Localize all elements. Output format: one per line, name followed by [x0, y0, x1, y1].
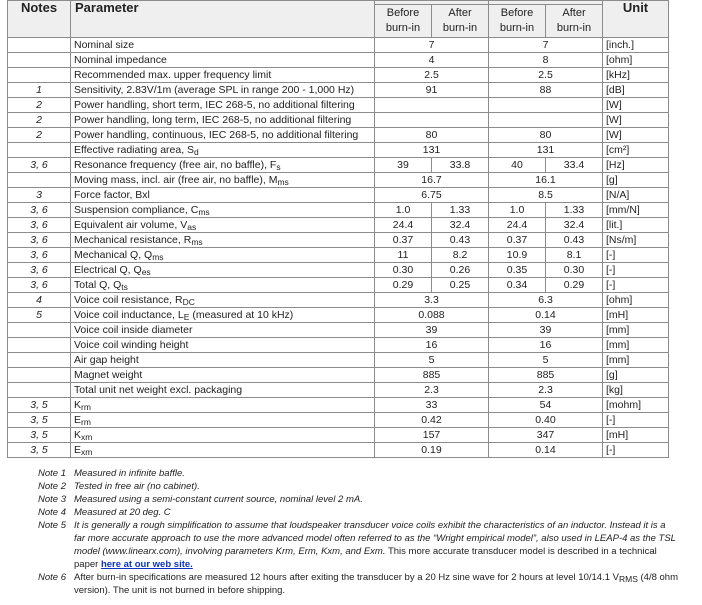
parameter-label: Power handling, continuous, IEC 268-5, no additional filtering	[74, 129, 359, 141]
row-unit: [Ns/m]	[603, 233, 669, 248]
value-8ohm: 131	[489, 143, 603, 158]
table-row	[8, 233, 669, 248]
row-note: 3, 6	[8, 158, 71, 173]
value-8ohm: 0.14	[489, 308, 603, 323]
footnote-upright-text: This more accurate transducer model is described in a technical paper	[74, 546, 657, 570]
parameter-subscript: as	[187, 222, 197, 232]
row-parameter	[71, 398, 375, 413]
value-4ohm: 0.088	[375, 308, 489, 323]
spec-table-body	[8, 38, 669, 458]
row-note: 5	[8, 308, 71, 323]
value-4ohm: 885	[375, 368, 489, 383]
row-parameter	[71, 413, 375, 428]
row-unit: [Hz]	[603, 158, 669, 173]
row-note: 3, 5	[8, 428, 71, 443]
row-parameter	[71, 53, 375, 68]
table-row	[8, 143, 669, 158]
value-4ohm	[375, 98, 489, 113]
value-8ohm-before: 1.0	[489, 203, 546, 218]
value-8ohm-before: 24.4	[489, 218, 546, 233]
parameter-label: Nominal impedance	[74, 54, 167, 66]
value-4ohm-after: 33.8	[432, 158, 489, 173]
value-4ohm: 16.7	[375, 173, 489, 188]
value-4ohm: 131	[375, 143, 489, 158]
row-unit: [-]	[603, 278, 669, 293]
row-note	[8, 143, 71, 158]
row-unit: [mm]	[603, 353, 669, 368]
value-4ohm-before: 11	[375, 248, 432, 263]
row-parameter	[71, 68, 375, 83]
footnote-label: Note 6	[38, 572, 66, 583]
header-unit: Unit	[603, 1, 669, 38]
table-row	[8, 293, 669, 308]
value-4ohm: 157	[375, 428, 489, 443]
row-parameter	[71, 218, 375, 233]
value-8ohm: 54	[489, 398, 603, 413]
parameter-label: Total Q, Q	[74, 279, 122, 291]
parameter-label: Suspension compliance, C	[74, 204, 199, 216]
value-8ohm-after: 0.43	[546, 233, 603, 248]
parameter-subscript: xm	[81, 432, 93, 442]
footnote-text: It is generally a rough simplification to assume that loudspeaker transducer voice coils exhibit the characteristics of an inductor. Instead it is a far more accurate approach to use the more advanced model often referred to as the “Wright empirical model”, also used in LEAP-4 as the TSL model (www.linearx.com), involving parameters Krm, Erm, Kxm, and Exm. This more accurate transducer model is described in a technical paper here at our web site.	[74, 520, 676, 570]
table-row	[8, 68, 669, 83]
footnote-text: Measured at 20 deg. C	[74, 507, 171, 518]
row-unit: [dB]	[603, 83, 669, 98]
row-note	[8, 173, 71, 188]
value-4ohm-before: 1.0	[375, 203, 432, 218]
row-note: 4	[8, 293, 71, 308]
row-note	[8, 68, 71, 83]
value-8ohm: 8.5	[489, 188, 603, 203]
row-unit: [W]	[603, 113, 669, 128]
row-unit: [mH]	[603, 308, 669, 323]
table-row	[8, 203, 669, 218]
footnote-4	[38, 506, 678, 519]
value-4ohm: 91	[375, 83, 489, 98]
footnote-label: Note 1	[38, 468, 66, 479]
row-unit: [mH]	[603, 428, 669, 443]
value-4ohm-after: 0.25	[432, 278, 489, 293]
row-parameter	[71, 263, 375, 278]
row-parameter	[71, 173, 375, 188]
value-4ohm-after: 8.2	[432, 248, 489, 263]
header-after-1: After burn-in	[432, 5, 489, 38]
row-unit: [mm]	[603, 323, 669, 338]
row-note: 3, 6	[8, 233, 71, 248]
parameter-label: Equivalent air volume, V	[74, 219, 188, 231]
value-4ohm: 6.75	[375, 188, 489, 203]
value-8ohm: 885	[489, 368, 603, 383]
footnote-6	[38, 571, 678, 597]
value-8ohm: 80	[489, 128, 603, 143]
value-4ohm: 33	[375, 398, 489, 413]
row-parameter	[71, 368, 375, 383]
row-unit: [-]	[603, 248, 669, 263]
parameter-subscript: ms	[277, 177, 289, 187]
row-parameter	[71, 353, 375, 368]
value-4ohm: 7	[375, 38, 489, 53]
value-8ohm: 5	[489, 353, 603, 368]
row-unit: [cm²]	[603, 143, 669, 158]
row-note	[8, 338, 71, 353]
parameter-subscript: d	[194, 147, 199, 157]
footnote-text: Measured using a semi-constant current source, nominal level 2 mA.	[74, 494, 363, 505]
row-unit: [-]	[603, 413, 669, 428]
value-4ohm: 4	[375, 53, 489, 68]
footnote-upright-text: After burn-in specifications are measured 12 hours after exiting the transducer by a 20 Hz sine wave for 2 hours at level 10/14.1 $V_{RMS}$ (4/8 ohm version). The unit is not burned in before shipping.	[74, 572, 678, 596]
parameter-subscript: rm	[81, 402, 91, 412]
footnote-2	[38, 480, 678, 493]
row-note: 2	[8, 113, 71, 128]
row-note: 3, 6	[8, 278, 71, 293]
parameter-label: Voice coil winding height	[74, 339, 189, 351]
row-parameter	[71, 443, 375, 458]
row-note: 3, 6	[8, 203, 71, 218]
value-4ohm: 80	[375, 128, 489, 143]
value-4ohm-after: 0.26	[432, 263, 489, 278]
row-note	[8, 323, 71, 338]
parameter-label: Sensitivity, 2.83V/1m (average SPL in range 200 - 1,000 Hz)	[74, 84, 355, 96]
row-unit: [g]	[603, 173, 669, 188]
value-4ohm-after: 32.4	[432, 218, 489, 233]
table-row	[8, 53, 669, 68]
value-4ohm-before: 24.4	[375, 218, 432, 233]
website-link[interactable]: here at our web site.	[100, 559, 193, 570]
value-8ohm	[489, 113, 603, 128]
value-4ohm: 39	[375, 323, 489, 338]
parameter-label: E	[74, 444, 82, 456]
footnote-label: Note 3	[38, 494, 66, 505]
value-8ohm: 16.1	[489, 173, 603, 188]
value-8ohm-after: 33.4	[546, 158, 603, 173]
table-row	[8, 308, 669, 323]
value-4ohm-before: 0.29	[375, 278, 432, 293]
row-unit: [kHz]	[603, 68, 669, 83]
footnote-text: Measured in infinite baffle.	[74, 468, 185, 479]
table-row	[8, 218, 669, 233]
table-row	[8, 338, 669, 353]
row-parameter	[71, 383, 375, 398]
header-before-1: Before burn-in	[375, 5, 432, 38]
value-4ohm-before: 39	[375, 158, 432, 173]
parameter-subscript: xm	[81, 447, 93, 457]
footnote-label: Note 5	[38, 520, 66, 531]
row-parameter	[71, 233, 375, 248]
table-row	[8, 263, 669, 278]
value-8ohm: 2.5	[489, 68, 603, 83]
value-8ohm: 8	[489, 53, 603, 68]
spec-table	[7, 0, 669, 458]
row-note	[8, 353, 71, 368]
table-row	[8, 38, 669, 53]
parameter-label: Mechanical Q, Q	[74, 249, 153, 261]
table-row	[8, 443, 669, 458]
value-4ohm: 16	[375, 338, 489, 353]
parameter-label: Moving mass, incl. air (free air, no baffle), M	[74, 174, 278, 186]
table-row	[8, 428, 669, 443]
parameter-label: Nominal size	[74, 39, 135, 51]
parameter-subscript: ms	[152, 252, 164, 262]
parameter-label: Recommended max. upper frequency limit	[74, 69, 272, 81]
parameter-label: Force factor, Bxl	[74, 189, 150, 201]
value-8ohm-after: 32.4	[546, 218, 603, 233]
row-parameter	[71, 143, 375, 158]
parameter-label: Voice coil resistance, R	[74, 294, 183, 306]
footnotes	[38, 467, 678, 597]
parameter-label: Electrical Q, Q	[74, 264, 142, 276]
parameter-label: Total unit net weight excl. packaging	[74, 384, 243, 396]
value-4ohm: 2.5	[375, 68, 489, 83]
parameter-subscript: s	[276, 162, 281, 172]
row-note: 3, 5	[8, 443, 71, 458]
table-row	[8, 368, 669, 383]
footnote-3	[38, 493, 678, 506]
table-row	[8, 83, 669, 98]
parameter-subscript: ms	[198, 207, 210, 217]
parameter-label: Voice coil inside diameter	[74, 324, 193, 336]
row-parameter	[71, 278, 375, 293]
table-row	[8, 173, 669, 188]
table-row	[8, 383, 669, 398]
footnote-1	[38, 467, 678, 480]
row-note: 2	[8, 98, 71, 113]
value-8ohm-after: 8.1	[546, 248, 603, 263]
value-8ohm: 0.14	[489, 443, 603, 458]
parameter-label: Air gap height	[74, 354, 139, 366]
row-note	[8, 38, 71, 53]
value-8ohm-before: 40	[489, 158, 546, 173]
row-parameter	[71, 293, 375, 308]
row-unit: [mm/N]	[603, 203, 669, 218]
row-unit: [W]	[603, 98, 669, 113]
parameter-subscript: ts	[121, 282, 128, 292]
row-unit: [mohm]	[603, 398, 669, 413]
row-unit: [mm]	[603, 338, 669, 353]
parameter-label: Mechanical resistance, R	[74, 234, 192, 246]
row-parameter	[71, 323, 375, 338]
parameter-label: Magnet weight	[74, 369, 143, 381]
parameter-subscript: rm	[81, 417, 91, 427]
row-unit: [kg]	[603, 383, 669, 398]
value-4ohm-before: 0.30	[375, 263, 432, 278]
header-parameter: Parameter	[71, 1, 375, 38]
value-8ohm-before: 10.9	[489, 248, 546, 263]
row-note: 3, 6	[8, 218, 71, 233]
table-row	[8, 248, 669, 263]
footnote-text	[74, 571, 678, 597]
row-unit: [-]	[603, 443, 669, 458]
parameter-label: E	[74, 414, 82, 426]
row-parameter	[71, 188, 375, 203]
parameter-label: Power handling, long term, IEC 268-5, no additional filtering	[74, 114, 352, 126]
row-unit: [g]	[603, 368, 669, 383]
row-parameter	[71, 83, 375, 98]
value-4ohm: 5	[375, 353, 489, 368]
row-note: 1	[8, 83, 71, 98]
parameter-label: Power handling, short term, IEC 268-5, no additional filtering	[74, 99, 355, 111]
footnote-text: Tested in free air (no cabinet).	[74, 481, 200, 492]
value-4ohm: 0.19	[375, 443, 489, 458]
table-row	[8, 98, 669, 113]
value-8ohm-before: 0.37	[489, 233, 546, 248]
value-4ohm: 2.3	[375, 383, 489, 398]
table-row	[8, 158, 669, 173]
row-parameter	[71, 158, 375, 173]
row-parameter	[71, 38, 375, 53]
value-8ohm	[489, 98, 603, 113]
table-row	[8, 413, 669, 428]
value-8ohm: 88	[489, 83, 603, 98]
row-parameter	[71, 338, 375, 353]
footnote-subscript: RMS	[618, 574, 638, 584]
row-parameter	[71, 428, 375, 443]
footnote-label: Note 4	[38, 507, 66, 518]
row-unit: [ohm]	[603, 293, 669, 308]
row-unit: [-]	[603, 263, 669, 278]
row-note: 3, 6	[8, 248, 71, 263]
footnote-5	[38, 519, 678, 571]
row-note: 2	[8, 128, 71, 143]
value-8ohm-after: 0.30	[546, 263, 603, 278]
value-8ohm: 7	[489, 38, 603, 53]
value-4ohm-after: 0.43	[432, 233, 489, 248]
parameter-label: Voice coil inductance, L	[74, 309, 184, 321]
row-note: 3, 6	[8, 263, 71, 278]
table-row	[8, 113, 669, 128]
header-before-2: Before burn-in	[489, 5, 546, 38]
row-note	[8, 53, 71, 68]
row-unit: [N/A]	[603, 188, 669, 203]
value-8ohm: 347	[489, 428, 603, 443]
row-note: 3, 5	[8, 413, 71, 428]
row-parameter	[71, 203, 375, 218]
row-unit: [ohm]	[603, 53, 669, 68]
table-row	[8, 323, 669, 338]
row-parameter: Voice coil inductance, $L_E$ (measured at 10 kHz)	[71, 308, 375, 323]
parameter-subscript: ms	[191, 237, 203, 247]
row-note	[8, 383, 71, 398]
parameter-label: Effective radiating area, S	[74, 144, 195, 156]
row-parameter	[71, 98, 375, 113]
value-8ohm: 39	[489, 323, 603, 338]
table-row	[8, 188, 669, 203]
row-unit: [inch.]	[603, 38, 669, 53]
value-4ohm-after: 1.33	[432, 203, 489, 218]
value-4ohm: 3.3	[375, 293, 489, 308]
row-note: 3, 5	[8, 398, 71, 413]
value-8ohm-after: 0.29	[546, 278, 603, 293]
table-row	[8, 353, 669, 368]
table-row	[8, 128, 669, 143]
value-8ohm: 6.3	[489, 293, 603, 308]
value-8ohm: 2.3	[489, 383, 603, 398]
row-unit: [W]	[603, 128, 669, 143]
value-4ohm	[375, 113, 489, 128]
row-parameter	[71, 248, 375, 263]
row-note: 3	[8, 188, 71, 203]
value-8ohm-before: 0.34	[489, 278, 546, 293]
parameter-subscript: DC	[182, 297, 195, 307]
parameter-subscript: E	[183, 312, 190, 322]
parameter-subscript: es	[141, 267, 151, 277]
parameter-label: K	[74, 399, 82, 411]
parameter-label: Resonance frequency (free air, no baffle), F	[74, 159, 277, 171]
value-8ohm: 16	[489, 338, 603, 353]
value-4ohm-before: 0.37	[375, 233, 432, 248]
parameter-label: K	[74, 429, 82, 441]
value-8ohm-after: 1.33	[546, 203, 603, 218]
table-row	[8, 278, 669, 293]
row-unit: [lit.]	[603, 218, 669, 233]
row-parameter	[71, 113, 375, 128]
row-note	[8, 368, 71, 383]
value-4ohm: 0.42	[375, 413, 489, 428]
row-parameter	[71, 128, 375, 143]
header-notes: Notes	[8, 1, 71, 38]
header-after-2: After burn-in	[546, 5, 603, 38]
value-8ohm: 0.40	[489, 413, 603, 428]
footnote-label: Note 2	[38, 481, 66, 492]
value-8ohm-before: 0.35	[489, 263, 546, 278]
table-row	[8, 398, 669, 413]
